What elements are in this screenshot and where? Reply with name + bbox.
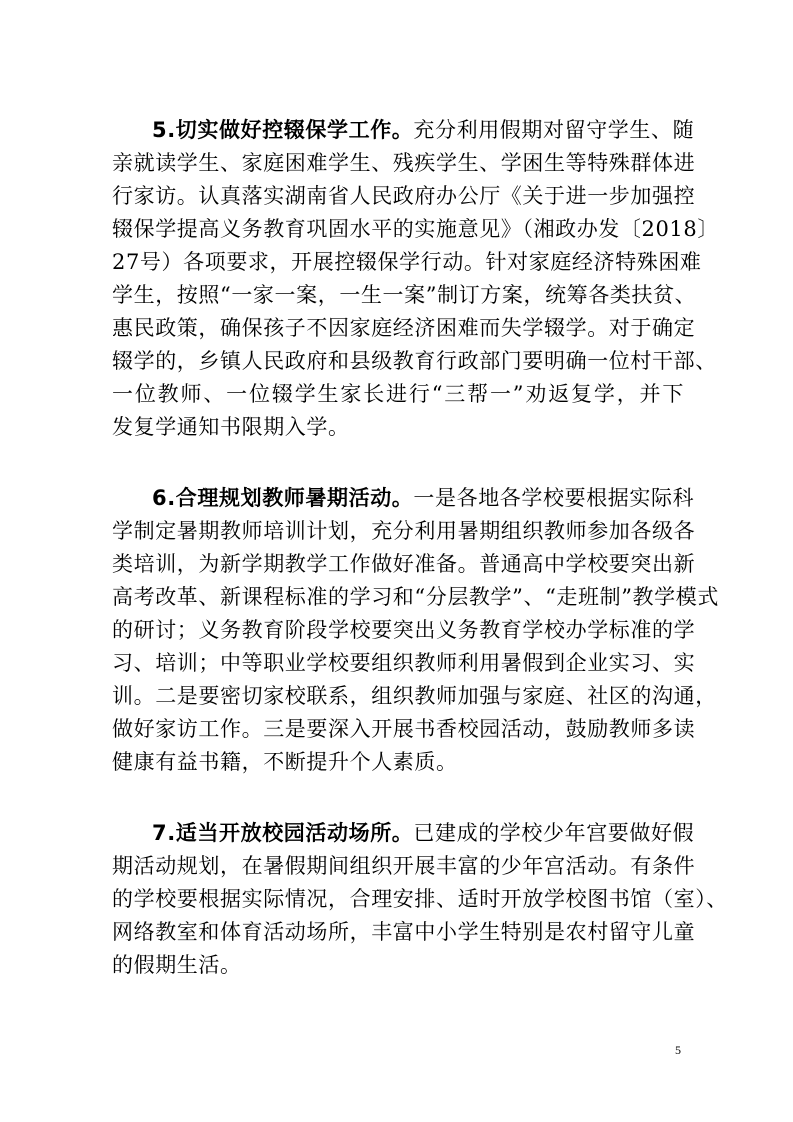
section-6-heading: 6.合理规划教师暑期活动。 (152, 486, 414, 510)
section-6-line-5: 的研讨；义务教育阶段学校要突出义务教育学校办学标准的学 (112, 618, 696, 642)
section-6-line-7: 训。二是要密切家校联系，组织教师加强与家庭、社区的沟通， (112, 684, 717, 708)
section-5-line-3: 行家访。认真落实湖南省人民政府办公厅《关于进一步加强控 (112, 184, 696, 208)
section-7-line-2: 期活动规划，在暑假期间组织开展丰富的少年宫活动。有条件 (112, 854, 696, 878)
section-5-line-4: 辍保学提高义务教育巩固水平的实施意见》（湘政办发〔2018〕 (112, 217, 719, 241)
section-6-line-1 (152, 482, 695, 515)
section-7-line-1 (152, 817, 695, 850)
section-6-line-4: 高考改革、新课程标准的学习和“分层教学”、“走班制”教学模式 (112, 585, 719, 609)
section-7-line-5: 的假期生活。 (112, 953, 242, 977)
section-5-line-7: 惠民政策，确保孩子不因家庭经济困难而失学辍学。对于确定 (112, 316, 696, 340)
section-5-heading: 5.切实做好控辍保学工作。 (152, 118, 414, 142)
section-5-line-5: 27号）各项要求，开展控辍保学行动。针对家庭经济特殊困难 (112, 250, 702, 274)
section-7-line-4: 网络教室和体育活动场所，丰富中小学生特别是农村留守儿童 (112, 920, 696, 944)
page-number: 5 (675, 1043, 681, 1057)
section-7-line-1-text: 已建成的学校少年宫要做好假 (413, 821, 695, 845)
section-5-line-10: 发复学通知书限期入学。 (112, 415, 350, 439)
section-5-line-2: 亲就读学生、家庭困难学生、残疾学生、学困生等特殊群体进 (112, 151, 696, 175)
section-5-line-1 (152, 114, 695, 147)
section-6-line-9: 健康有益书籍，不断提升个人素质。 (112, 750, 458, 774)
section-6-line-3: 类培训，为新学期教学工作做好准备。普通高中学校要突出新 (112, 552, 696, 576)
section-7-heading: 7.适当开放校园活动场所。 (152, 821, 414, 845)
section-7-line-3: 的学校要根据实际情况，合理安排、适时开放学校图书馆（室）、 (112, 887, 728, 911)
section-5-line-8: 辍学的，乡镇人民政府和县级教育行政部门要明确一位村干部、 (112, 349, 717, 373)
section-6-line-2: 学制定暑期教师培训计划，充分利用暑期组织教师参加各级各 (112, 519, 696, 543)
section-5-line-6: 学生，按照“一家一案，一生一案”制订方案，统筹各类扶贫、 (112, 283, 697, 307)
section-5-line-1-text: 充分利用假期对留守学生、随 (413, 118, 695, 142)
section-5-line-9: 一位教师、一位辍学生家长进行“三帮一”劝返复学，并下 (112, 382, 684, 406)
section-6-line-1-text: 一是各地各学校要根据实际科 (413, 486, 695, 510)
section-6-line-8: 做好家访工作。三是要深入开展书香校园活动，鼓励教师多读 (112, 717, 696, 741)
section-6-line-6: 习、培训；中等职业学校要组织教师利用暑假到企业实习、实 (112, 651, 696, 675)
